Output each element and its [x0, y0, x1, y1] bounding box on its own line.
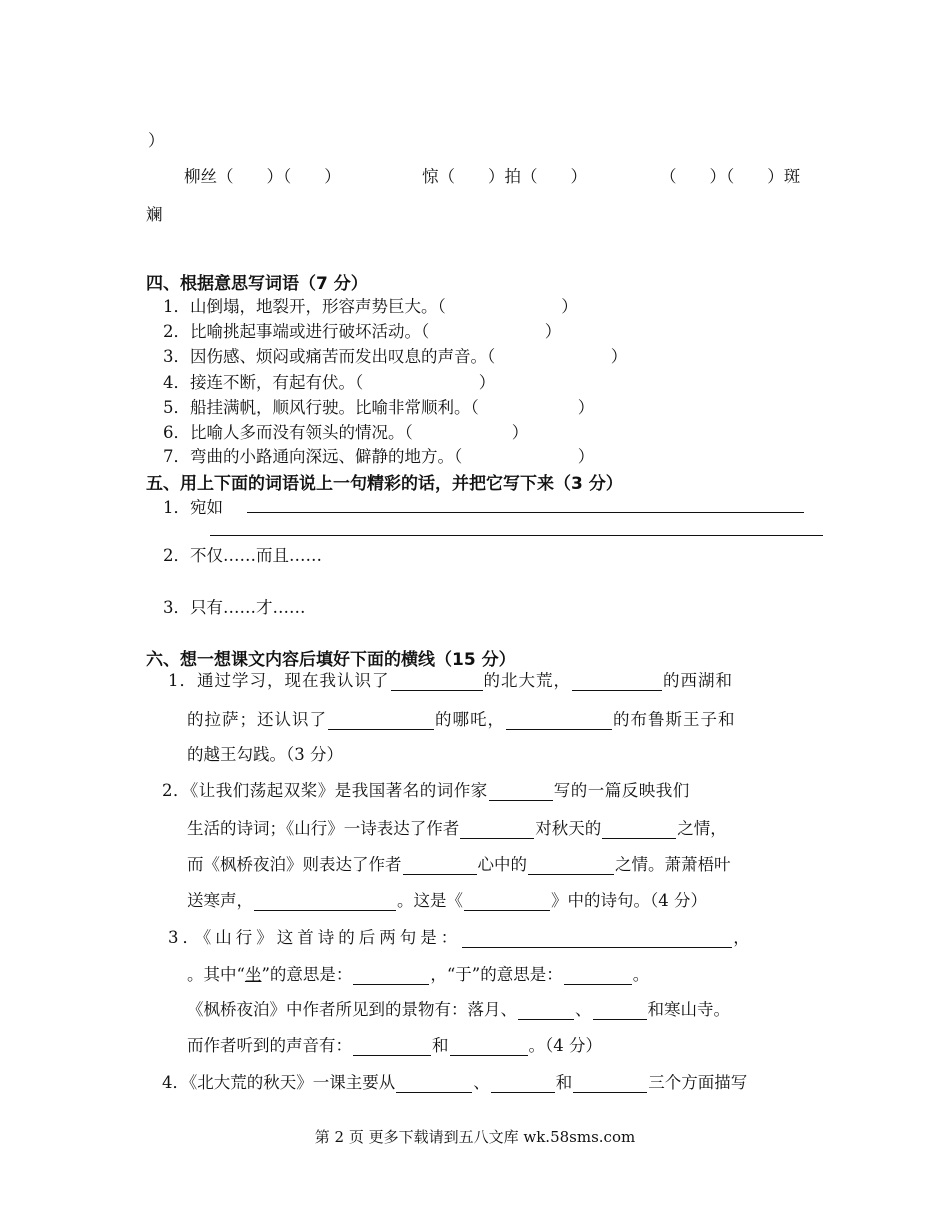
answer-blank[interactable]: [460, 819, 534, 839]
answer-blank[interactable]: [506, 710, 612, 730]
sec6-q3-line1: 3．《山行》这首诗的后两句是： ，: [168, 928, 754, 947]
sec4-item-1: 1．山倒塌，地裂开，形容声势巨大。（ ）: [163, 297, 578, 316]
fill-row-item-2: 惊（ ）拍（ ）: [422, 167, 587, 186]
sec6-q1-line3: 的越王勾践。（3 分）: [187, 745, 343, 764]
sec6-q2-line4: 送寒声， 。这是《 》中的诗句。（4 分）: [187, 891, 707, 910]
answer-blank[interactable]: [489, 781, 553, 801]
paren-fragment: ）: [148, 131, 165, 150]
sec4-item-2: 2．比喻挑起事端或进行破坏活动。（ ）: [163, 322, 562, 341]
answer-blank[interactable]: [602, 819, 676, 839]
sec4-item-4: 4．接连不断，有起有伏。（ ）: [163, 373, 496, 392]
sec6-q1-line1: 1．通过学习，现在我认识了 的北大荒， 的西湖和: [168, 671, 733, 690]
answer-blank[interactable]: [353, 1036, 431, 1056]
sec4-item-3: 3．因伤感、烦闷或痛苦而发出叹息的声音。（ ）: [163, 347, 628, 366]
answer-blank[interactable]: [396, 1073, 472, 1093]
answer-blank[interactable]: [464, 891, 550, 911]
sec6-q2-line3: 而《枫桥夜泊》则表达了作者 心中的 之情。萧萧梧叶: [187, 855, 731, 874]
sec6-q1-line2: 的拉萨；还认识了 的哪吒， 的布鲁斯王子和: [187, 710, 736, 729]
fill-row-wrap: 斓: [146, 205, 163, 224]
answer-blank[interactable]: [528, 855, 614, 875]
sec4-item-6: 6．比喻人多而没有领头的情况。（ ）: [163, 423, 529, 442]
sec6-q4-line1: 4．《北大荒的秋天》一课主要从 、 和 三个方面描写: [162, 1073, 748, 1092]
sec5-item-2: 2．不仅……而且……: [163, 546, 322, 565]
sec6-q2-line1: 2．《让我们荡起双桨》是我国著名的词作家 写的一篇反映我们: [162, 781, 690, 800]
answer-blank[interactable]: [328, 710, 434, 730]
answer-blank[interactable]: [403, 855, 477, 875]
answer-blank[interactable]: [462, 928, 732, 948]
answer-blank[interactable]: [564, 965, 632, 985]
answer-blank[interactable]: [593, 1000, 647, 1020]
fill-row-item-1: 柳丝（ ）（ ）: [184, 167, 341, 186]
answer-blank[interactable]: [573, 1073, 647, 1093]
answer-blank[interactable]: [391, 671, 483, 691]
answer-line[interactable]: [247, 512, 804, 513]
sec4-item-7: 7．弯曲的小路通向深远、僻静的地方。（ ）: [163, 447, 595, 466]
underlined-char: 坐: [244, 965, 262, 984]
fill-row-item-3: （ ）（ ）斑: [660, 167, 801, 186]
sec5-item-3: 3．只有……才……: [163, 598, 306, 617]
sec6-q3-line2: 。其中“坐”的意思是： ，“于”的意思是： 。: [187, 965, 650, 984]
sec4-item-5: 5．船挂满帆，顺风行驶。比喻非常顺利。（ ）: [163, 398, 595, 417]
sec6-q3-line3: 《枫桥夜泊》中作者所见到的景物有：落月、 、 和寒山寺。: [187, 1000, 730, 1019]
sec6-q2-line2: 生活的诗词；《山行》一诗表达了作者 对秋天的 之情，: [187, 819, 727, 838]
answer-blank[interactable]: [518, 1000, 574, 1020]
sec6-q3-line4: 而作者听到的声音有： 和 。（4 分）: [187, 1036, 602, 1055]
section-5-title: 五、用上下面的词语说上一句精彩的话，并把它写下来（3 分）: [146, 474, 623, 494]
answer-blank[interactable]: [572, 671, 662, 691]
page-footer: 第 2 页 更多下载请到五八文库 wk.58sms.com: [314, 1128, 636, 1146]
section-4-title: 四、根据意思写词语（7 分）: [146, 274, 368, 294]
answer-blank[interactable]: [491, 1073, 555, 1093]
section-6-title: 六、想一想课文内容后填好下面的横线（15 分）: [146, 650, 516, 670]
answer-line[interactable]: [210, 535, 823, 536]
answer-blank[interactable]: [353, 965, 429, 985]
answer-blank[interactable]: [254, 891, 396, 911]
sec5-item-1: 1．宛如: [163, 498, 223, 517]
answer-blank[interactable]: [450, 1036, 528, 1056]
